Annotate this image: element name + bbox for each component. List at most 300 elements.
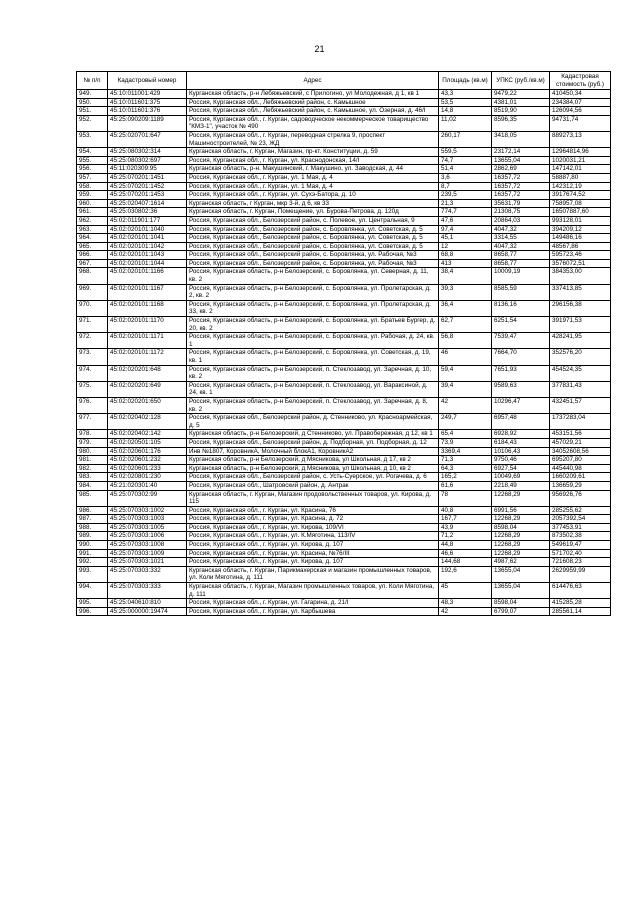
table-row (77, 438, 611, 447)
area-cell: 47,6 (439, 216, 492, 225)
row-number-cell: 966. (77, 251, 108, 260)
cadastral-number-cell: 45:21:020301:40 (108, 481, 187, 490)
area-cell: 44,8 (439, 541, 492, 550)
cadastral-value-cell: 234384,07 (550, 98, 611, 107)
header-cadastral-number: Кадастровый номер (108, 72, 187, 90)
cadastral-value-cell: 142312,19 (550, 182, 611, 191)
address-cell: Россия, Курганская обл., Белозерский район, д. Подборная, ул. Подборная, д. 12 (187, 438, 439, 447)
area-cell: 165,2 (439, 473, 492, 482)
row-number-cell: 967. (77, 259, 108, 268)
cadastral-value-cell: 758957,08 (550, 199, 611, 208)
area-cell: 8,7 (439, 182, 492, 191)
header-address: Адрес (187, 72, 439, 90)
row-number-cell: 971. (77, 317, 108, 333)
cadastral-value-cell: 445440,98 (550, 464, 611, 473)
cadastral-value-cell: 2629959,99 (550, 566, 611, 582)
address-cell: Россия, Курганская обл., Белозерский район, с. Боровлянка, ул. Советская, д. 5 (187, 225, 439, 234)
upks-cell: 6991,56 (492, 506, 550, 515)
upks-cell: 2862,69 (492, 165, 550, 174)
upks-cell: 7664,70 (492, 349, 550, 365)
cadastral-number-cell: 45:25:070302:99 (108, 490, 187, 506)
area-cell: 192,6 (439, 566, 492, 582)
area-cell: 43,3 (439, 90, 492, 99)
cadastral-number-cell: 45:02:020201:650 (108, 397, 187, 413)
table-row (77, 599, 611, 608)
row-number-cell: 984. (77, 481, 108, 490)
address-cell: Россия, Курганская обл., Белозерский район, с. Усть-Суерское, ул. Рогачева, д. 6 (187, 473, 439, 482)
table-row (77, 242, 611, 251)
cadastral-number-cell: 45:25:040610:810 (108, 599, 187, 608)
row-number-cell: 994. (77, 583, 108, 599)
row-number-cell: 989. (77, 532, 108, 541)
row-number-cell: 974. (77, 365, 108, 381)
table-row (77, 481, 611, 490)
cadastral-value-cell: 1737283,04 (550, 414, 611, 430)
header-number: № п/п (77, 72, 108, 90)
cadastral-value-cell: 12964814,96 (550, 148, 611, 157)
upks-cell: 8658,77 (492, 259, 550, 268)
upks-cell: 23172,14 (492, 148, 550, 157)
address-cell: Россия, Курганская область, р-н Белозерский, п. Стеклозавод, ул. Вараксиной, д. 24, кв. 1 (187, 381, 439, 397)
table-row (77, 515, 611, 524)
upks-cell: 12268,29 (492, 549, 550, 558)
row-number-cell: 985. (77, 490, 108, 506)
cadastral-number-cell: 45:25:070303:332 (108, 566, 187, 582)
area-cell: 14,8 (439, 107, 492, 116)
address-cell: Россия, Курганская обл., Белозерский район, с. Полевое, ул. Центральная, 9 (187, 216, 439, 225)
area-cell: 239,5 (439, 191, 492, 200)
table-row (77, 490, 611, 506)
cadastral-number-cell: 45:25:080302:697 (108, 156, 187, 165)
cadastral-value-cell: 2057392,54 (550, 515, 611, 524)
address-cell: Россия, Курганская обл., Белозерский район, с. Боровлянка, ул. Советская, д. 5 (187, 242, 439, 251)
cadastral-value-cell: 352576,20 (550, 349, 611, 365)
cadastral-number-cell: 45:02:020101:1044 (108, 259, 187, 268)
cadastral-value-cell: 1660209,61 (550, 473, 611, 482)
upks-cell: 3418,05 (492, 131, 550, 147)
upks-cell: 10296,47 (492, 397, 550, 413)
upks-cell: 16357,72 (492, 191, 550, 200)
area-cell: 144,68 (439, 558, 492, 567)
area-cell: 167,7 (439, 515, 492, 524)
area-cell: 46 (439, 349, 492, 365)
upks-cell: 16357,72 (492, 173, 550, 182)
row-number-cell: 961. (77, 208, 108, 217)
row-number-cell: 986. (77, 506, 108, 515)
address-cell: Россия, Курганская обл., Белозерский район, с. Боровлянка, ул. Рабочая, №3 (187, 259, 439, 268)
upks-cell: 8585,59 (492, 284, 550, 300)
cadastral-value-cell: 58887,80 (550, 173, 611, 182)
upks-cell: 12268,29 (492, 515, 550, 524)
row-number-cell: 965. (77, 242, 108, 251)
upks-cell: 21308,75 (492, 208, 550, 217)
upks-cell: 10106,43 (492, 447, 550, 456)
table-body (77, 90, 611, 616)
address-cell: Россия, Курганская обл., г. Курган, ул. Карбышева (187, 607, 439, 616)
cadastral-value-table (76, 71, 611, 616)
cadastral-value-cell: 48567,86 (550, 242, 611, 251)
address-cell: Россия, Курганская обл., Белозерский район, с. Боровлянка, ул. Рабочая, №3 (187, 251, 439, 260)
cadastral-value-cell: 149486,16 (550, 234, 611, 243)
upks-cell: 12268,29 (492, 532, 550, 541)
upks-cell: 12268,29 (492, 490, 550, 506)
row-number-cell: 988. (77, 523, 108, 532)
row-number-cell: 950. (77, 98, 108, 107)
table-row (77, 532, 611, 541)
area-cell: 48,3 (439, 599, 492, 608)
address-cell: Курганская область, г. Курган, Парикмахерская и магазин промышленных товаров, ул. Коли Мяготина, д. 111 (187, 566, 439, 582)
table-row (77, 523, 611, 532)
cadastral-value-cell: 1020031,21 (550, 156, 611, 165)
cadastral-value-cell: 394209,12 (550, 225, 611, 234)
row-number-cell: 953. (77, 131, 108, 147)
table-row (77, 251, 611, 260)
upks-cell: 4047,32 (492, 242, 550, 251)
table-row (77, 381, 611, 397)
cadastral-number-cell: 45:02:020101:1043 (108, 251, 187, 260)
area-cell: 42 (439, 607, 492, 616)
address-cell: Курганская область, г. Курган, Помещение, ул. Бурова-Петрова, д. 120д (187, 208, 439, 217)
upks-cell: 13655,04 (492, 156, 550, 165)
row-number-cell: 951. (77, 107, 108, 116)
cadastral-number-cell: 45:02:020601:176 (108, 447, 187, 456)
cadastral-value-cell: 147142,01 (550, 165, 611, 174)
cadastral-number-cell: 45:10:011001:429 (108, 90, 187, 99)
row-number-cell: 968. (77, 268, 108, 284)
address-cell: Россия, Курганская обл., г. Курган, ул. Сухэ-Батора, д. 10 (187, 191, 439, 200)
header-area: Площадь (кв.м) (439, 72, 492, 90)
area-cell: 43,9 (439, 523, 492, 532)
area-cell: 45,1 (439, 234, 492, 243)
cadastral-number-cell: 45:02:020101:1167 (108, 284, 187, 300)
cadastral-number-cell: 45:02:020201:648 (108, 365, 187, 381)
row-number-cell: 956. (77, 165, 108, 174)
cadastral-number-cell: 45:02:020101:1040 (108, 225, 187, 234)
row-number-cell: 959. (77, 191, 108, 200)
area-cell: 40,8 (439, 506, 492, 515)
address-cell: Курганская область, р-н Лебяжьевский, с Прилогино, ул Молодежная, д 1, кв 1 (187, 90, 439, 99)
table-row (77, 234, 611, 243)
table-row (77, 191, 611, 200)
cadastral-number-cell: 45:25:020407:1614 (108, 199, 187, 208)
cadastral-number-cell: 45:25:000000:19474 (108, 607, 187, 616)
cadastral-number-cell: 45:02:020101:1172 (108, 349, 187, 365)
cadastral-number-cell: 45:25:070303:1008 (108, 541, 187, 550)
upks-cell: 8598,04 (492, 599, 550, 608)
cadastral-value-cell: 94731,74 (550, 115, 611, 131)
address-cell: Курганская область, р-н. Макушинский, г. Макушино, ул. Заводская, д. 44 (187, 165, 439, 174)
table-row (77, 317, 611, 333)
upks-cell: 10049,69 (492, 473, 550, 482)
cadastral-value-cell: 296156,38 (550, 300, 611, 316)
cadastral-number-cell: 45:02:020101:1041 (108, 234, 187, 243)
table-row (77, 464, 611, 473)
address-cell: Россия, Курганская обл., г. Курган, ул. Красина, 76 (187, 506, 439, 515)
table-row (77, 107, 611, 116)
upks-cell: 4047,32 (492, 225, 550, 234)
cadastral-number-cell: 45:10:011601:376 (108, 107, 187, 116)
cadastral-number-cell: 45:02:011901:177 (108, 216, 187, 225)
address-cell: Россия, Курганская обл., Белозерский район, д. Стенниково, ул. Красноармейская, д. 5 (187, 414, 439, 430)
upks-cell: 6928,92 (492, 430, 550, 439)
row-number-cell: 981. (77, 456, 108, 465)
table-row (77, 156, 611, 165)
upks-cell: 7651,93 (492, 365, 550, 381)
upks-cell: 12268,29 (492, 541, 550, 550)
address-cell: Россия, Курганская область, р-н Белозерский, с. Боровлянка, ул. Северная, д. 11, кв. 2 (187, 268, 439, 284)
row-number-cell: 990. (77, 541, 108, 550)
upks-cell: 2218,49 (492, 481, 550, 490)
cadastral-number-cell: 45:25:070303:1005 (108, 523, 187, 532)
address-cell: Россия, Курганская обл., г. Курган, ул. Кирова, д. 107 (187, 541, 439, 550)
address-cell: Россия, Курганская обл., г. Курган, ул. Кирова, д. 107 (187, 558, 439, 567)
row-number-cell: 957. (77, 173, 108, 182)
address-cell: Россия, Курганская обл., Шатровский район, д. Антрак (187, 481, 439, 490)
row-number-cell: 969. (77, 284, 108, 300)
cadastral-number-cell: 45:25:070303:333 (108, 583, 187, 599)
area-cell: 74,7 (439, 156, 492, 165)
row-number-cell: 976. (77, 397, 108, 413)
cadastral-number-cell: 45:02:020101:1166 (108, 268, 187, 284)
address-cell: Россия, Курганская обл., г. Курган, переводная стрелка 9, проспект Машиностроителей, № 23, ЖД (187, 131, 439, 147)
table-row (77, 365, 611, 381)
area-cell: 62,7 (439, 317, 492, 333)
upks-cell: 6927,54 (492, 464, 550, 473)
row-number-cell: 958. (77, 182, 108, 191)
cadastral-value-cell: 285561,14 (550, 607, 611, 616)
table-row (77, 456, 611, 465)
address-cell: Курганская область, г Курган, мкр 3-й, д 6, кв 33 (187, 199, 439, 208)
cadastral-number-cell: 45:02:020801:230 (108, 473, 187, 482)
cadastral-value-cell: 410450,34 (550, 90, 611, 99)
row-number-cell: 992. (77, 558, 108, 567)
table-row (77, 300, 611, 316)
address-cell: Курганская область, р-н Белозерский, д Стенниково, ул. Правобережная, д 12, кв 1 (187, 430, 439, 439)
row-number-cell: 978. (77, 430, 108, 439)
row-number-cell: 954. (77, 148, 108, 157)
header-upks: УПКС (руб./кв.м) (492, 72, 550, 90)
area-cell: 78 (439, 490, 492, 506)
table-row (77, 447, 611, 456)
row-number-cell: 960. (77, 199, 108, 208)
upks-cell: 7539,47 (492, 333, 550, 349)
row-number-cell: 975. (77, 381, 108, 397)
upks-cell: 4987,62 (492, 558, 550, 567)
table-row (77, 225, 611, 234)
cadastral-number-cell: 45:25:020701:647 (108, 131, 187, 147)
address-cell: Курганская область, г. Курган, Магазин продовольственных товаров, ул. Кирова, д. 115 (187, 490, 439, 506)
cadastral-number-cell: 45:25:070201:1451 (108, 173, 187, 182)
upks-cell: 6957,48 (492, 414, 550, 430)
cadastral-value-cell: 126094,56 (550, 107, 611, 116)
row-number-cell: 979. (77, 438, 108, 447)
area-cell: 38,4 (439, 268, 492, 284)
cadastral-value-cell: 377453,91 (550, 523, 611, 532)
row-number-cell: 955. (77, 156, 108, 165)
cadastral-value-cell: 337413,85 (550, 284, 611, 300)
area-cell: 68,8 (439, 251, 492, 260)
cadastral-value-cell: 614476,63 (550, 583, 611, 599)
table-row (77, 541, 611, 550)
table-row (77, 148, 611, 157)
table-row (77, 182, 611, 191)
table-row (77, 90, 611, 99)
address-cell: Инв №1807, КоровникА, Молочный блокА1, КоровникА2 (187, 447, 439, 456)
cadastral-number-cell: 45:02:020101:1171 (108, 333, 187, 349)
address-cell: Курганская область, г. Курган, Магазин промышленных товаров, ул. Коли Мяготина, д. 111 (187, 583, 439, 599)
area-cell: 64,3 (439, 464, 492, 473)
table-header-row (77, 72, 611, 90)
row-number-cell: 980. (77, 447, 108, 456)
row-number-cell: 949. (77, 90, 108, 99)
row-number-cell: 963. (77, 225, 108, 234)
cadastral-value-cell: 571702,40 (550, 549, 611, 558)
area-cell: 65,4 (439, 430, 492, 439)
area-cell: 36,4 (439, 300, 492, 316)
cadastral-value-cell: 3917674,52 (550, 191, 611, 200)
table-row (77, 607, 611, 616)
cadastral-value-cell: 695207,80 (550, 456, 611, 465)
upks-cell: 8136,16 (492, 300, 550, 316)
table-row (77, 349, 611, 365)
cadastral-number-cell: 45:02:020402:128 (108, 414, 187, 430)
address-cell: Россия, Курганская обл., г. Курган, ул. К.Мяготина, 113/IV (187, 532, 439, 541)
cadastral-value-cell: 136659,29 (550, 481, 611, 490)
area-cell: 3,6 (439, 173, 492, 182)
table-row (77, 549, 611, 558)
cadastral-number-cell: 45:25:070303:1021 (108, 558, 187, 567)
address-cell: Курганская область, р-н Белозерский, д Мясникова, ул Школьная, д 10, кв 2 (187, 464, 439, 473)
table-row (77, 397, 611, 413)
row-number-cell: 962. (77, 216, 108, 225)
area-cell: 11,02 (439, 115, 492, 131)
area-cell: 3369,4 (439, 447, 492, 456)
cadastral-number-cell: 45:02:020601:232 (108, 456, 187, 465)
area-cell: 71,2 (439, 532, 492, 541)
cadastral-number-cell: 45:02:020601:233 (108, 464, 187, 473)
row-number-cell: 991. (77, 549, 108, 558)
address-cell: Россия, Курганская область, р-н Белозерский, п. Стеклозавод, ул. Заречная, д. 8, кв. 2 (187, 397, 439, 413)
upks-cell: 6251,54 (492, 317, 550, 333)
upks-cell: 9479,22 (492, 90, 550, 99)
area-cell: 39,3 (439, 284, 492, 300)
address-cell: Россия, Курганская обл., г. Курган, ул. Гагарина, д. 21/I (187, 599, 439, 608)
cadastral-number-cell: 45:25:070303:1003 (108, 515, 187, 524)
table-row (77, 98, 611, 107)
table-row (77, 506, 611, 515)
row-number-cell: 995. (77, 599, 108, 608)
address-cell: Россия, Курганская область, р-н Белозерский, с. Боровлянка, ул. Пролетарская, д. 2, кв. 2 (187, 284, 439, 300)
table-row (77, 173, 611, 182)
address-cell: Россия, Курганская область, р-н Белозерский, с. Боровлянка, ул. Братьев Бургер, д. 20, кв. 2 (187, 317, 439, 333)
area-cell: 46,6 (439, 549, 492, 558)
table-row (77, 558, 611, 567)
row-number-cell: 972. (77, 333, 108, 349)
area-cell: 21,3 (439, 199, 492, 208)
cadastral-value-cell: 3576072,51 (550, 259, 611, 268)
upks-cell: 35631,79 (492, 199, 550, 208)
cadastral-number-cell: 45:25:070303:1002 (108, 506, 187, 515)
table-row (77, 333, 611, 349)
area-cell: 97,4 (439, 225, 492, 234)
cadastral-value-cell: 377831,43 (550, 381, 611, 397)
area-cell: 413 (439, 259, 492, 268)
row-number-cell: 977. (77, 414, 108, 430)
row-number-cell: 982. (77, 464, 108, 473)
cadastral-number-cell: 45:25:080302:314 (108, 148, 187, 157)
address-cell: Россия, Курганская область, р-н Белозерский, с. Боровлянка, ул. Рабочая, д. 24, кв. 1 (187, 333, 439, 349)
table-row (77, 115, 611, 131)
cadastral-number-cell: 45:02:020101:1042 (108, 242, 187, 251)
row-number-cell: 973. (77, 349, 108, 365)
area-cell: 42 (439, 397, 492, 413)
upks-cell: 9589,63 (492, 381, 550, 397)
cadastral-number-cell: 45:11:020309:95 (108, 165, 187, 174)
upks-cell: 8598,04 (492, 523, 550, 532)
address-cell: Россия, Курганская обл., г. Курган, ул. Красина, д. 72 (187, 515, 439, 524)
cadastral-number-cell: 45:02:020101:1168 (108, 300, 187, 316)
area-cell: 39,4 (439, 381, 492, 397)
address-cell: Россия, Курганская обл., Белозерский район, с. Боровлянка, ул. Советская, д. 5 (187, 234, 439, 243)
upks-cell: 8596,35 (492, 115, 550, 131)
cadastral-value-cell: 721608,23 (550, 558, 611, 567)
upks-cell: 8519,90 (492, 107, 550, 116)
address-cell: Курганская область, г. Курган, Магазин, пр-кт. Конституции, д. 59 (187, 148, 439, 157)
cadastral-value-cell: 873502,38 (550, 532, 611, 541)
cadastral-value-cell: 454524,35 (550, 365, 611, 381)
table-row (77, 268, 611, 284)
cadastral-value-cell: 285255,62 (550, 506, 611, 515)
area-cell: 559,5 (439, 148, 492, 157)
upks-cell: 4381,01 (492, 98, 550, 107)
table-row (77, 259, 611, 268)
table-row (77, 131, 611, 147)
cadastral-number-cell: 45:25:070201:1453 (108, 191, 187, 200)
cadastral-number-cell: 45:25:070303:1006 (108, 532, 187, 541)
upks-cell: 3314,55 (492, 234, 550, 243)
area-cell: 51,4 (439, 165, 492, 174)
area-cell: 73,9 (439, 438, 492, 447)
address-cell: Россия, Курганская обл., г. Курган, ул. 1 Мая, д. 4 (187, 182, 439, 191)
cadastral-number-cell: 45:25:070303:1009 (108, 549, 187, 558)
upks-cell: 6799,07 (492, 607, 550, 616)
address-cell: Россия, Курганская обл., г. Курган, садоводческое некоммерческое товарищество "КМЗ-1", участок № 490 (187, 115, 439, 131)
cadastral-value-cell: 432451,57 (550, 397, 611, 413)
cadastral-number-cell: 45:25:090209:1189 (108, 115, 187, 131)
area-cell: 56,8 (439, 333, 492, 349)
address-cell: Россия, Курганская область, р-н Белозерский, с. Боровлянка, ул. Советская, д. 19, кв. 1 (187, 349, 439, 365)
area-cell: 59,4 (439, 365, 492, 381)
address-cell: Россия, Курганская обл., Лебяжьевский район, с. Камышное (187, 98, 439, 107)
row-number-cell: 983. (77, 473, 108, 482)
area-cell: 774,7 (439, 208, 492, 217)
area-cell: 260,17 (439, 131, 492, 147)
area-cell: 61,6 (439, 481, 492, 490)
table-row (77, 430, 611, 439)
address-cell: Курганская область, р-н Белозерский, д Мясникова, ул Школьная, д 17, кв 2 (187, 456, 439, 465)
cadastral-value-cell: 457029,21 (550, 438, 611, 447)
upks-cell: 10009,19 (492, 268, 550, 284)
table-row (77, 199, 611, 208)
table-row (77, 284, 611, 300)
cadastral-number-cell: 45:02:020201:649 (108, 381, 187, 397)
upks-cell: 6184,43 (492, 438, 550, 447)
page-number: 21 (314, 44, 325, 54)
address-cell: Россия, Курганская обл., г. Курган, ул. Краснодонская, 14/I (187, 156, 439, 165)
cadastral-value-cell: 549619,47 (550, 541, 611, 550)
row-number-cell: 970. (77, 300, 108, 316)
table-row (77, 583, 611, 599)
